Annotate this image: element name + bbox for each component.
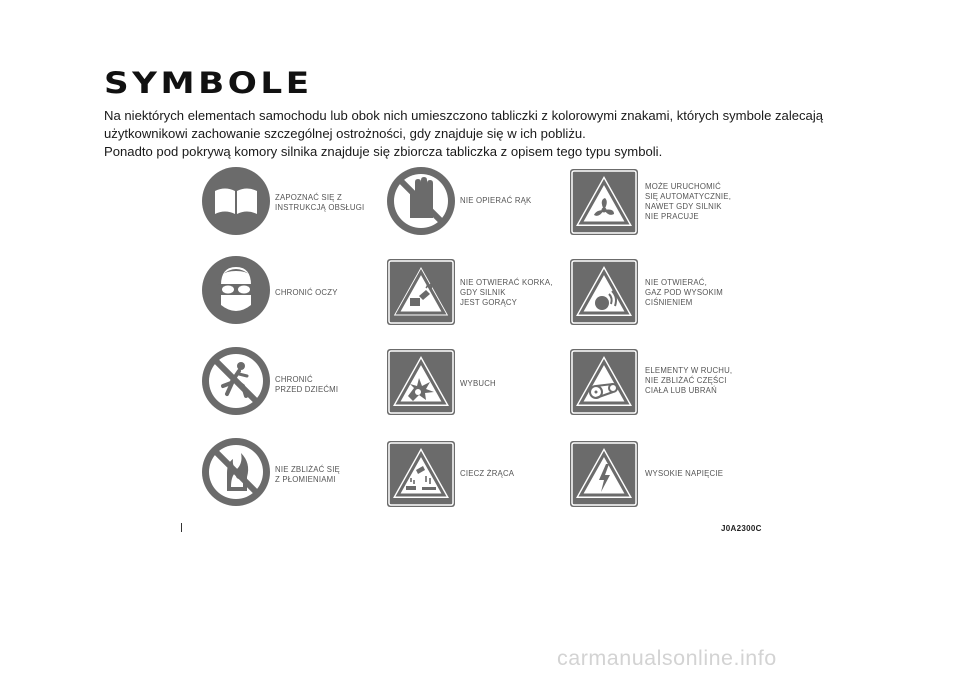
book-icon bbox=[201, 166, 271, 236]
symbol-label-flames: NIE ZBLIŻAĆ SIĘ Z PŁOMIENIAMI bbox=[275, 465, 340, 484]
goggles-icon bbox=[201, 255, 271, 325]
moving-parts-warning-icon bbox=[569, 348, 639, 418]
symbol-label-corrosive: CIECZ ŻRĄCA bbox=[460, 469, 515, 478]
watermark: carmanualsonline.info bbox=[557, 646, 777, 670]
page-title: SYMBOLE bbox=[104, 66, 313, 100]
symbol-label-high-voltage: WYSOKIE NAPIĘCIE bbox=[645, 469, 724, 478]
pressure-warning-icon bbox=[569, 258, 639, 328]
fan-warning-icon bbox=[569, 168, 639, 238]
no-hand-icon bbox=[386, 166, 456, 236]
symbol-label-fan: MOŻE URUCHOMIĆ SIĘ AUTOMATYCZNIE, NAWET GDY SILNIK NIE PRACUJE bbox=[645, 182, 732, 221]
symbol-label-explosion: WYBUCH bbox=[460, 379, 496, 388]
figure-code: J0A2300C bbox=[721, 524, 762, 533]
hot-cap-warning-icon bbox=[386, 258, 456, 328]
symbol-label-moving-parts: ELEMENTY W RUCHU, NIE ZBLIŻAĆ CZĘŚCI CIAŁA LUB UBRAŃ bbox=[645, 366, 733, 395]
symbol-label-pressure: NIE OTWIERAĆ, GAZ POD WYSOKIM CIŚNIENIEM bbox=[645, 278, 723, 307]
corrosive-warning-icon bbox=[386, 440, 456, 510]
symbol-label-hot-cap: NIE OTWIERAĆ KORKA, GDY SILNIK JEST GORĄCY bbox=[460, 278, 553, 307]
intro-line-2: użytkownikowi zachowanie szczególnej ostrożności, gdy znajduje się w ich pobliżu. bbox=[104, 126, 586, 141]
intro-line-3: Ponadto pod pokrywą komory silnika znajduje się zbiorcza tabliczka z opisem tego typu symboli. bbox=[104, 144, 663, 159]
explosion-warning-icon bbox=[386, 348, 456, 418]
high-voltage-warning-icon bbox=[569, 440, 639, 510]
no-flame-icon bbox=[201, 437, 271, 507]
intro-line-1: Na niektórych elementach samochodu lub obok nich umieszczono tabliczki z kolorowymi znakami, których symbole zalecają bbox=[104, 108, 824, 123]
symbol-label-protect-eyes: CHRONIĆ OCZY bbox=[275, 288, 338, 297]
symbol-label-read-manual: ZAPOZNAĆ SIĘ Z INSTRUKCJĄ OBSŁUGI bbox=[275, 193, 365, 212]
no-children-icon bbox=[201, 346, 271, 416]
symbol-label-children: CHRONIĆ PRZED DZIEĆMI bbox=[275, 375, 339, 394]
symbol-label-no-hands: NIE OPIERAĆ RĄK bbox=[460, 196, 532, 205]
intro-text bbox=[104, 107, 884, 161]
figure-marker bbox=[181, 523, 182, 532]
